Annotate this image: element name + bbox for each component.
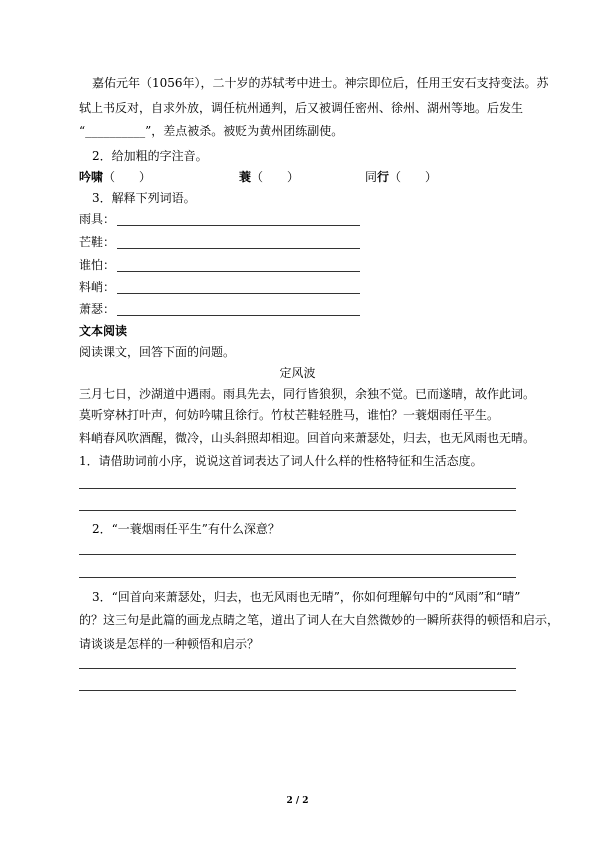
answer-line[interactable]: [79, 668, 516, 669]
answer-line[interactable]: [79, 577, 516, 578]
answer-line[interactable]: [79, 554, 516, 555]
term-label: 芒鞋：: [79, 235, 116, 249]
intro-line-3: “__________”，差点被杀。被贬为黄州团练副使。: [79, 124, 344, 138]
q2-paren[interactable]: （ ）: [389, 170, 438, 184]
q2-word: 行: [377, 170, 390, 184]
question-2: 2．“一蓑烟雨任平生”有什么深意？: [92, 522, 280, 536]
term-answer-line[interactable]: [117, 248, 360, 249]
page-number: 2 / 2: [286, 796, 309, 806]
term-answer-line[interactable]: [117, 225, 360, 226]
intro-line-2: 轼上书反对，自求外放，调任杭州通判，后又被调任密州、徐州、湖州等地。后发生: [79, 101, 524, 115]
q2-paren[interactable]: （ ）: [251, 170, 300, 184]
answer-line[interactable]: [79, 510, 516, 511]
q2-word-prefix: 同: [365, 170, 378, 184]
poem-line: 三月七日，沙湖道中遇雨。雨具先去，同行皆狼狈，余独不觉。已而遂晴，故作此词。: [79, 387, 536, 401]
q2-word: 蓑: [239, 170, 252, 184]
question-3-line-2: 的？这三句是此篇的画龙点睛之笔，道出了词人在大自然微妙的一瞬所获得的顿悟和启示，: [79, 613, 560, 627]
answer-line[interactable]: [79, 488, 516, 489]
term-label: 料峭：: [79, 280, 116, 294]
q2-title: 2．给加粗的字注音。: [92, 149, 208, 163]
question-3-line-3: 请谈谈是怎样的一种顿悟和启示？: [79, 637, 260, 651]
q2-item-2: [239, 170, 299, 185]
q2-word: 吟啸: [79, 170, 104, 184]
question-1: 1．请借助词前小序，说说这首词表达了词人什么样的性格特征和生活态度。: [79, 454, 483, 468]
q3-title: 3．解释下列词语。: [92, 191, 196, 205]
intro-line-1: 嘉佑元年（1056年），二十岁的苏轼考中进士。神宗即位后，任用王安石支持变法。苏: [92, 76, 549, 90]
poem-line: 莫听穿林打叶声，何妨吟啸且徐行。竹杖芒鞋轻胜马，谁怕？一蓑烟雨任平生。: [79, 408, 500, 422]
term-label: 雨具：: [79, 212, 116, 226]
poem-title: 定风波: [279, 366, 316, 380]
term-answer-line[interactable]: [117, 271, 360, 272]
poem-line: 料峭春风吹酒醒，微冷，山头斜照却相迎。回首向来萧瑟处，归去，也无风雨也无晴。: [79, 431, 536, 445]
q2-item-1: [79, 170, 151, 185]
term-answer-line[interactable]: [117, 315, 360, 316]
term-label: 谁怕：: [79, 258, 116, 272]
question-3-line-1: 3．“回首向来萧瑟处，归去，也无风雨也无晴”，你如何理解句中的“风雨”和“晴”: [92, 590, 521, 604]
reading-instruction: 阅读课文，回答下面的问题。: [79, 345, 236, 359]
term-answer-line[interactable]: [117, 293, 360, 294]
section-heading: 文本阅读: [79, 324, 128, 338]
q2-paren[interactable]: （ ）: [103, 170, 152, 184]
q2-item-3: [365, 170, 437, 185]
answer-line[interactable]: [79, 690, 516, 691]
term-label: 萧瑟：: [79, 302, 116, 316]
